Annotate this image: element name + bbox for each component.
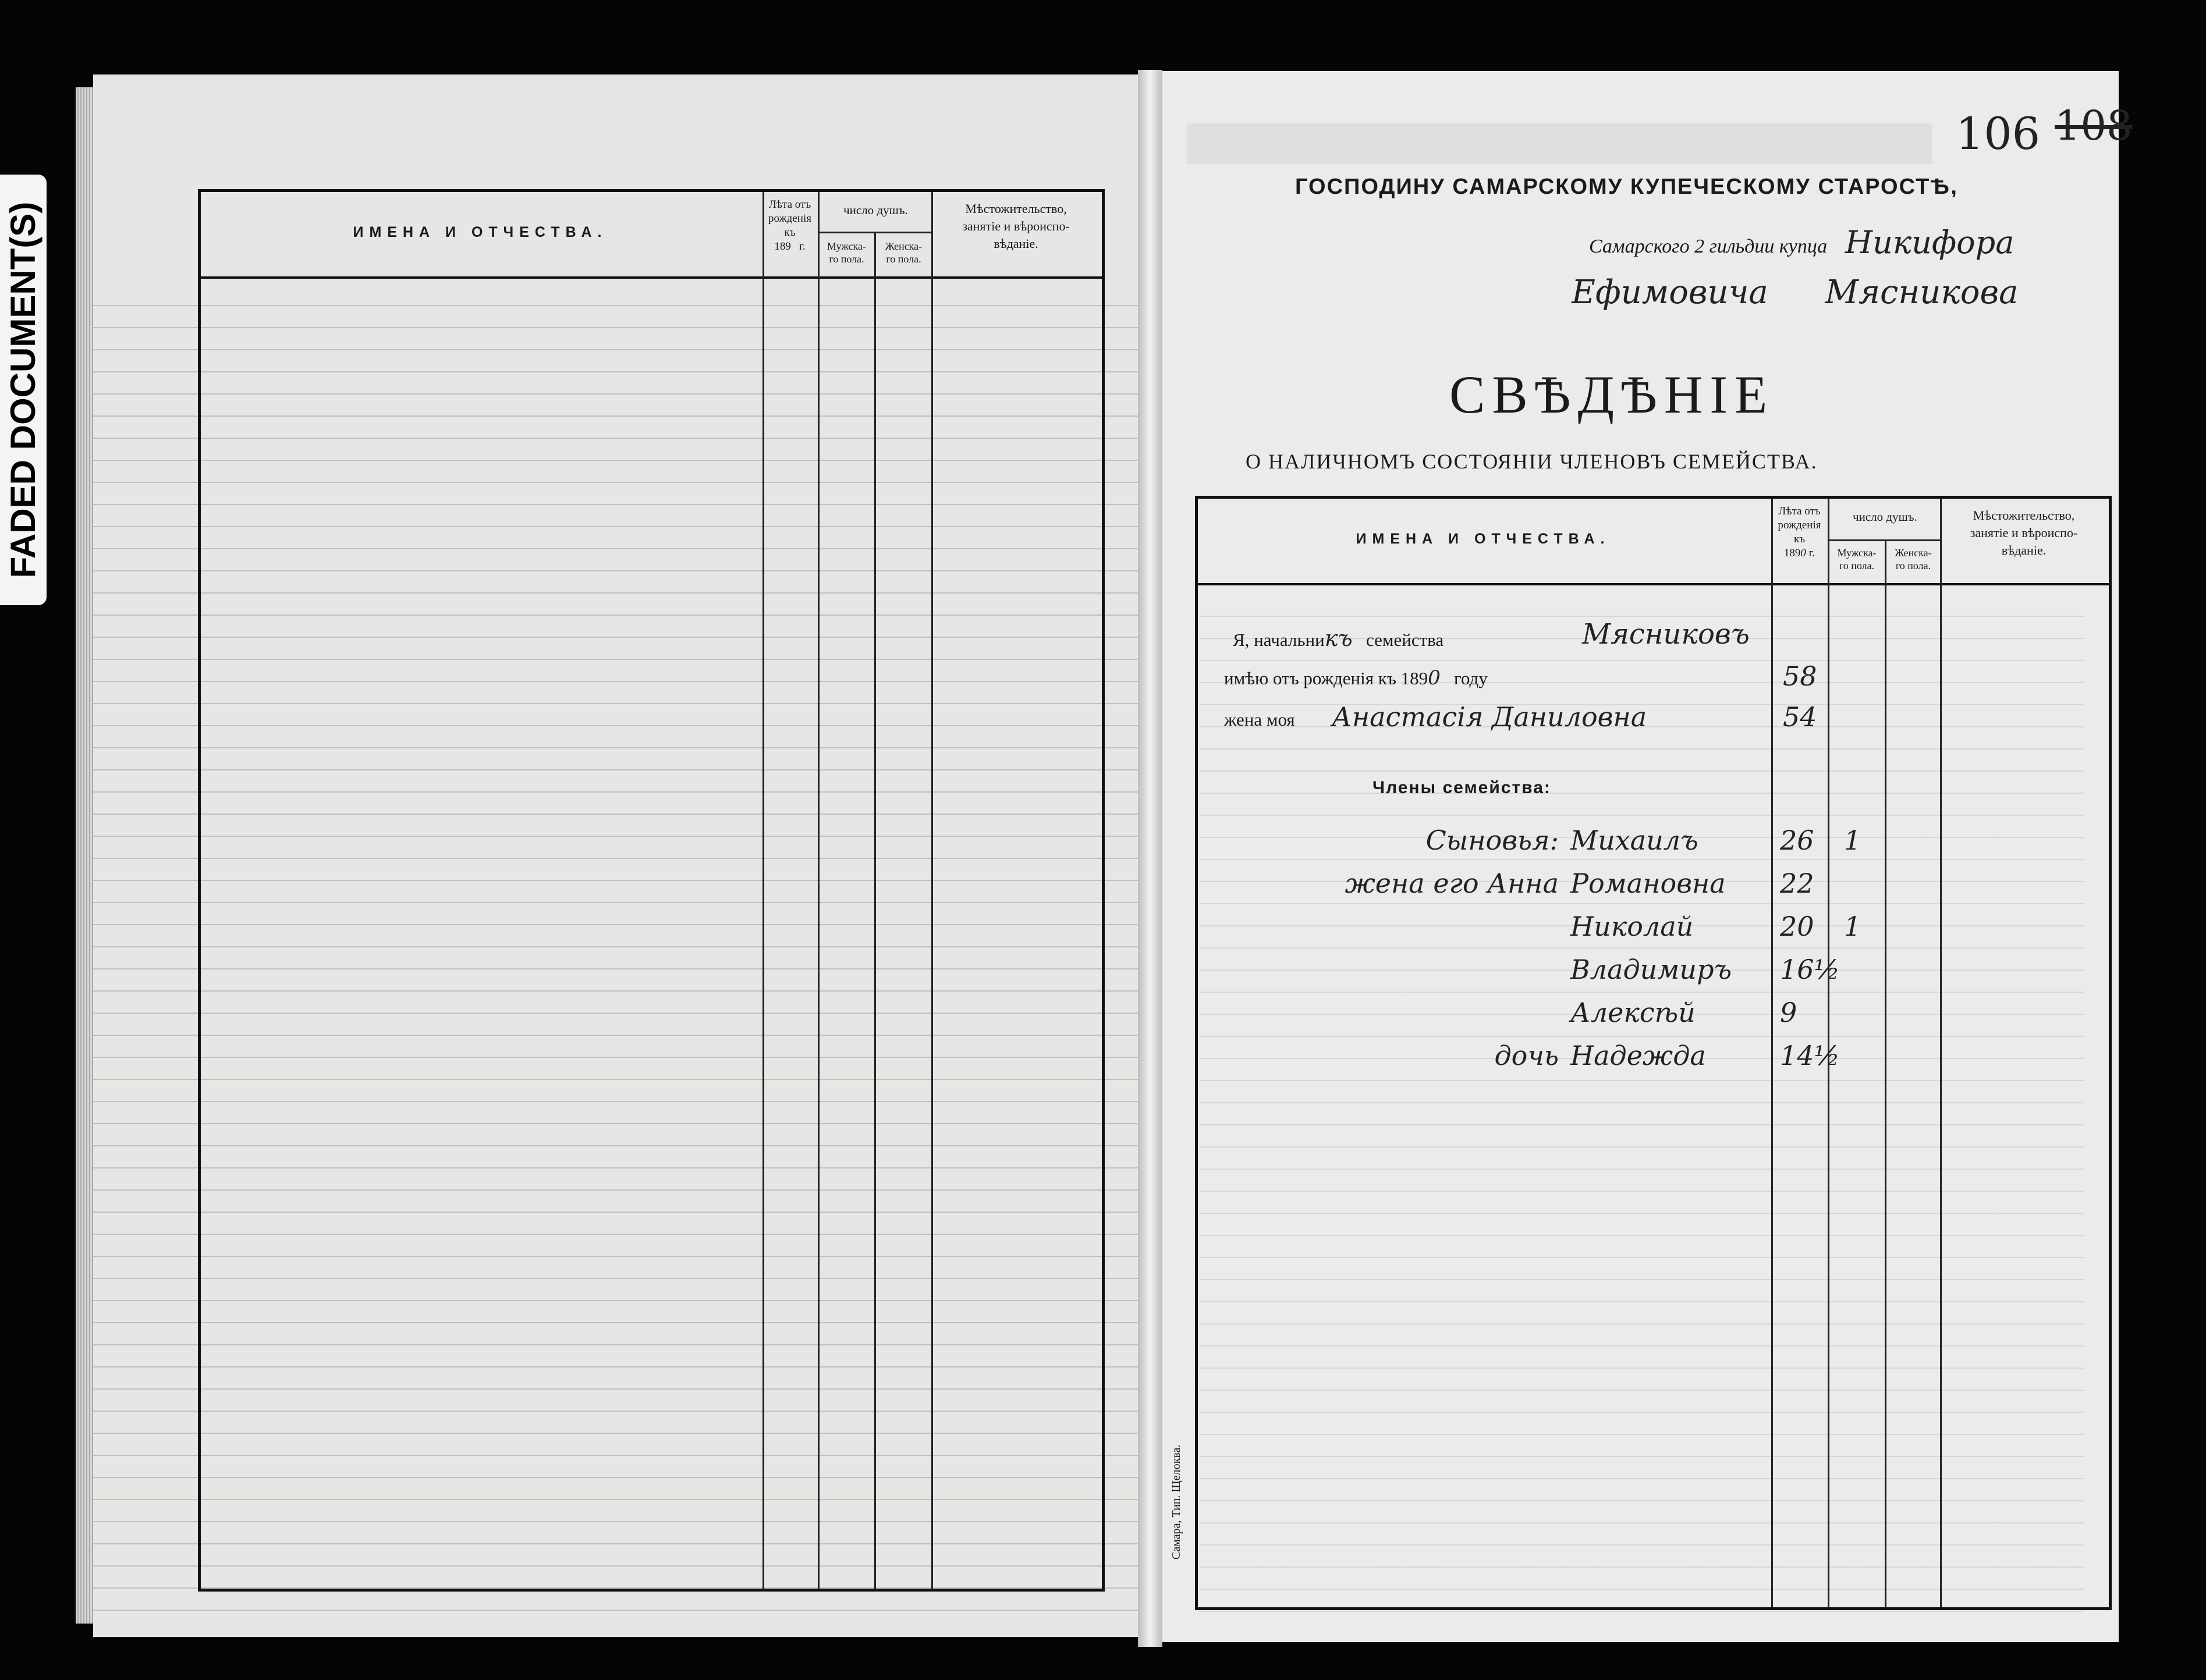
right-souls-header: число душъ. (1853, 510, 1917, 524)
col-line (1885, 541, 1886, 1607)
member-name: Владимиръ (1570, 954, 1732, 985)
female-line: Женска- (1895, 547, 1932, 559)
age-year: 189 (774, 240, 791, 253)
text: году (1454, 668, 1488, 688)
right-names-header: ИМЕНА И ОТЧЕСТВА. (1356, 531, 1611, 547)
age-line: къ (784, 226, 796, 239)
printer-note: Самара, Тип. Щелоква. (1170, 1444, 1183, 1560)
male-line: го пола. (1839, 560, 1875, 571)
age-line: къ (1793, 533, 1806, 545)
right-age-header (1771, 505, 1828, 560)
col-line (818, 192, 820, 1589)
book-spine (1138, 70, 1162, 1647)
header-divider (201, 276, 1102, 279)
female-line: го пола. (886, 253, 921, 265)
left-age-header (761, 198, 819, 254)
left-residence-header (933, 200, 1099, 253)
age-year-end: г. (799, 240, 806, 253)
age-year-end: г. (1808, 547, 1815, 559)
male-line: Мужска- (827, 240, 866, 252)
right-female-header (1886, 546, 1941, 572)
residence-line: занятіе и вѣроиспо- (1970, 525, 2078, 540)
head-line-2 (1224, 666, 1488, 690)
residence-line: занятіе и вѣроиспо- (962, 219, 1070, 233)
member-relation: Сыновья: (1425, 825, 1559, 856)
wife-name: Анастасія Даниловна (1332, 701, 1647, 733)
wife-label: жена моя (1224, 709, 1295, 730)
header-divider (1198, 583, 2109, 585)
member-male-count: 1 (1844, 825, 1861, 856)
member-age: 22 (1780, 868, 1814, 899)
member-name: Романовна (1570, 868, 1726, 899)
member-name: Надежда (1570, 1040, 1706, 1071)
residence-line: Мѣстожительство, (965, 201, 1067, 216)
age-line: Лѣта отъ (768, 198, 811, 211)
col-line (874, 233, 876, 1589)
from-name-hand: Никифора (1845, 224, 2015, 261)
member-name: Алексѣй (1570, 997, 1696, 1028)
member-male-count: 1 (1844, 911, 1861, 942)
member-age: 16½ (1780, 954, 1840, 985)
member-relation: жена его Анна (1345, 868, 1559, 899)
member-age: 14½ (1780, 1040, 1840, 1071)
residence-line: вѣданіе. (994, 236, 1038, 251)
members-label: Члены семейства: (1372, 778, 1551, 797)
member-age: 20 (1780, 911, 1814, 942)
from-surname-hand: Ефимовича Мясникова (1572, 274, 2019, 311)
addressee: ГОСПОДИНУ САМАРСКОМУ КУПЕЧЕСКОМУ СТАРОСТѢ, (1295, 175, 1958, 199)
col-line (931, 192, 933, 1589)
col-line (762, 192, 764, 1589)
right-table (1195, 496, 2112, 1610)
left-souls-header: число душъ. (843, 203, 908, 217)
female-line: Женска- (885, 240, 923, 252)
document-title: СВѢДѢНІЕ (1449, 365, 1775, 424)
col-line (1771, 499, 1773, 1607)
head-age: 58 (1783, 660, 1817, 692)
page-number-old: 108 (2055, 102, 2133, 150)
age-line: рожденія (1778, 519, 1821, 531)
souls-divider (1828, 539, 1940, 541)
hand-text: къ (1324, 626, 1353, 651)
age-line (1771, 546, 1828, 560)
text: семейства (1366, 630, 1444, 650)
member-name: Михаилъ (1570, 825, 1698, 856)
from-printed: Самарского 2 гильдии купца (1589, 236, 1828, 257)
text: имѣю отъ рожденія къ 189 (1224, 668, 1428, 688)
stamp-trace (1187, 123, 1932, 164)
faded-document-tab (0, 175, 47, 605)
faded-document-label: FADED DOCUMENT(S) (3, 201, 42, 578)
residence-line: Мѣстожительство, (1973, 508, 2075, 523)
age-line (761, 240, 819, 254)
age-year: 189 (1783, 547, 1801, 559)
left-male-header (819, 240, 874, 265)
document-subtitle: О НАЛИЧНОМЪ СОСТОЯНІИ ЧЛЕНОВЪ СЕМЕЙСТВА. (1246, 450, 1818, 473)
male-line: Мужска- (1837, 547, 1877, 559)
left-female-header (876, 240, 931, 265)
right-male-header (1829, 546, 1885, 572)
head-line-1 (1233, 626, 1444, 651)
right-residence-header (1942, 507, 2106, 559)
age-line: рожденія (768, 212, 811, 225)
souls-divider (818, 232, 931, 233)
text: Я, начальни (1233, 630, 1325, 650)
male-line: го пола. (829, 253, 864, 265)
age-line: Лѣта отъ (1778, 505, 1821, 517)
head-surname: Мясниковъ (1582, 618, 1750, 651)
left-table (198, 189, 1105, 1592)
member-age: 26 (1780, 825, 1814, 856)
hand-text: 0 (1428, 666, 1441, 690)
age-year-hand: 0 (1800, 547, 1806, 559)
page-number: 106 (1956, 108, 2041, 159)
member-name: Николай (1570, 911, 1694, 942)
wife-age: 54 (1783, 701, 1817, 733)
female-line: го пола. (1895, 560, 1931, 571)
residence-line: вѣданіе. (2001, 543, 2047, 557)
member-relation: дочь (1494, 1040, 1559, 1071)
left-names-header: ИМЕНА И ОТЧЕСТВА. (353, 224, 608, 240)
member-age: 9 (1780, 997, 1797, 1028)
col-line (1940, 499, 1942, 1607)
